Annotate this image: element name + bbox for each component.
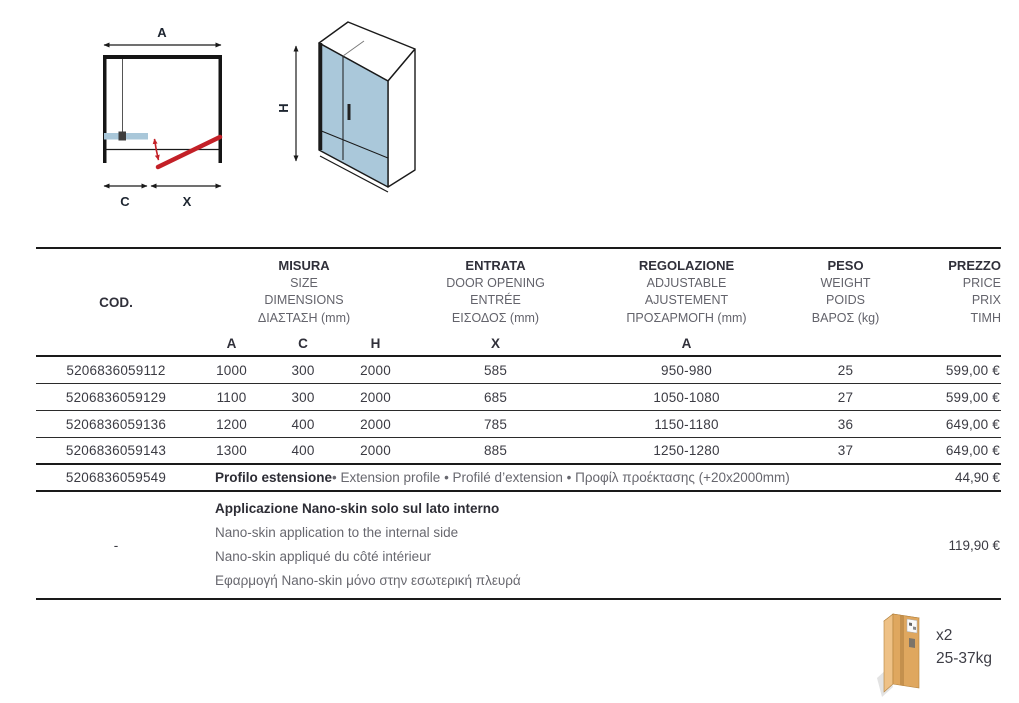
cell-x: 585 [483,362,508,378]
packaging-text [936,624,992,698]
cell-peso: 36 [837,416,854,432]
cell-peso: 37 [837,443,854,458]
cell-prezzo: 119,90 € [948,537,1000,553]
table-row [36,384,1001,411]
nanoskin-line-fr: Nano-skin appliqué du côté intérieur [215,549,432,564]
nanoskin-line-it: Applicazione Nano-skin solo sul lato interno [215,501,500,516]
nanoskin-description [196,492,897,598]
nanoskin-line-el: Εφαρμογή Nano-skin μόνο στην εσωτερική πλευρά [215,573,521,588]
cell-a: 1200 [216,416,247,432]
cell-x: 785 [483,416,508,432]
cell-prezzo: 599,00 € [945,362,1000,378]
table-row [36,357,1001,384]
cell-c: 300 [291,362,315,378]
cell-x: 685 [483,389,508,405]
header-prezzo: PREZZO PRICE PRIX ΤΙΜΗ [948,258,1001,325]
cell-c: 400 [291,443,315,458]
top-view-diagram [92,20,232,215]
spec-table [36,247,1001,600]
package-weight-range: 25-37kg [936,650,993,667]
open-door-panel [158,137,220,167]
table-row [36,438,1001,465]
cell-h: 2000 [360,416,391,432]
cell-reg: 1250-1280 [653,443,720,458]
cell-a: 1300 [216,443,247,458]
cell-c: 400 [291,416,315,432]
package-box-icon [876,608,922,698]
cell-cod: - [113,537,119,553]
cell-h: 2000 [360,362,391,378]
cell-x: 885 [483,443,508,458]
extension-name: Profilo estensione [215,470,333,485]
cell-prezzo: 44,90 € [954,470,1000,485]
cell-c: 300 [291,389,315,405]
extension-description [196,465,897,490]
cell-a: 1000 [216,362,247,378]
header-regolazione: REGOLAZIONE ADJUSTABLE AJUSTEMENT ΠΡΟΣΑΡΜΟΓΗ (mm) [626,258,747,325]
cell-reg: 950-980 [661,362,712,378]
cell-prezzo: 649,00 € [945,416,1000,432]
cell-h: 2000 [360,443,391,458]
header-entrata: ENTRATA DOOR OPENING ENTRÉE ΕΙΣΟΔΟΣ (mm) [446,258,545,325]
subheader-a: A [226,335,237,351]
dimension-label-c: C [120,194,130,209]
dimension-label-x: X [182,194,192,209]
left-wall [103,55,107,163]
cell-reg: 1150-1180 [654,416,719,432]
dimension-label-a: A [157,25,167,40]
extension-translations: • Extension profile • Profilé d’extension • Προφίλ προέκτασης (+20x2000mm) [332,470,790,485]
nanoskin-row [36,492,1001,600]
cell-cod: 5206836059549 [65,470,167,485]
cell-cod: 5206836059136 [65,416,167,432]
cell-prezzo: 599,00 € [945,389,1000,405]
top-wall [103,55,222,59]
header-peso: PESO WEIGHT POIDS ΒΑΡΟΣ (kg) [811,258,880,325]
cell-peso: 25 [837,362,854,378]
subheader-x: X [490,335,500,351]
table-row [36,411,1001,438]
nanoskin-line-en: Nano-skin application to the internal side [215,525,459,540]
header-cod: COD. [99,295,133,310]
cell-a: 1100 [216,389,247,405]
cell-peso: 27 [837,389,854,405]
hinge-block [119,132,127,141]
dimension-label-h: H [276,103,291,113]
packaging-info [876,608,992,698]
cell-cod: 5206836059129 [65,389,167,405]
cell-prezzo: 649,00 € [945,443,1000,458]
subheader-h: H [370,335,381,351]
subheader-c: C [298,335,308,351]
cell-h: 2000 [360,389,391,405]
cell-cod: 5206836059143 [65,443,167,458]
table-header [36,247,1001,331]
package-quantity: x2 [936,627,953,644]
header-misura: MISURA SIZE DIMENSIONS ΔΙΑΣΤΑΣΗ (mm) [257,258,351,325]
extension-profile-row [36,465,1001,492]
cell-cod: 5206836059112 [66,362,166,378]
front-view-diagram [276,8,441,203]
table-subheader [36,331,1001,357]
subheader-reg-a: A [681,335,692,351]
cell-reg: 1050-1080 [653,389,720,405]
right-wall [219,55,223,163]
